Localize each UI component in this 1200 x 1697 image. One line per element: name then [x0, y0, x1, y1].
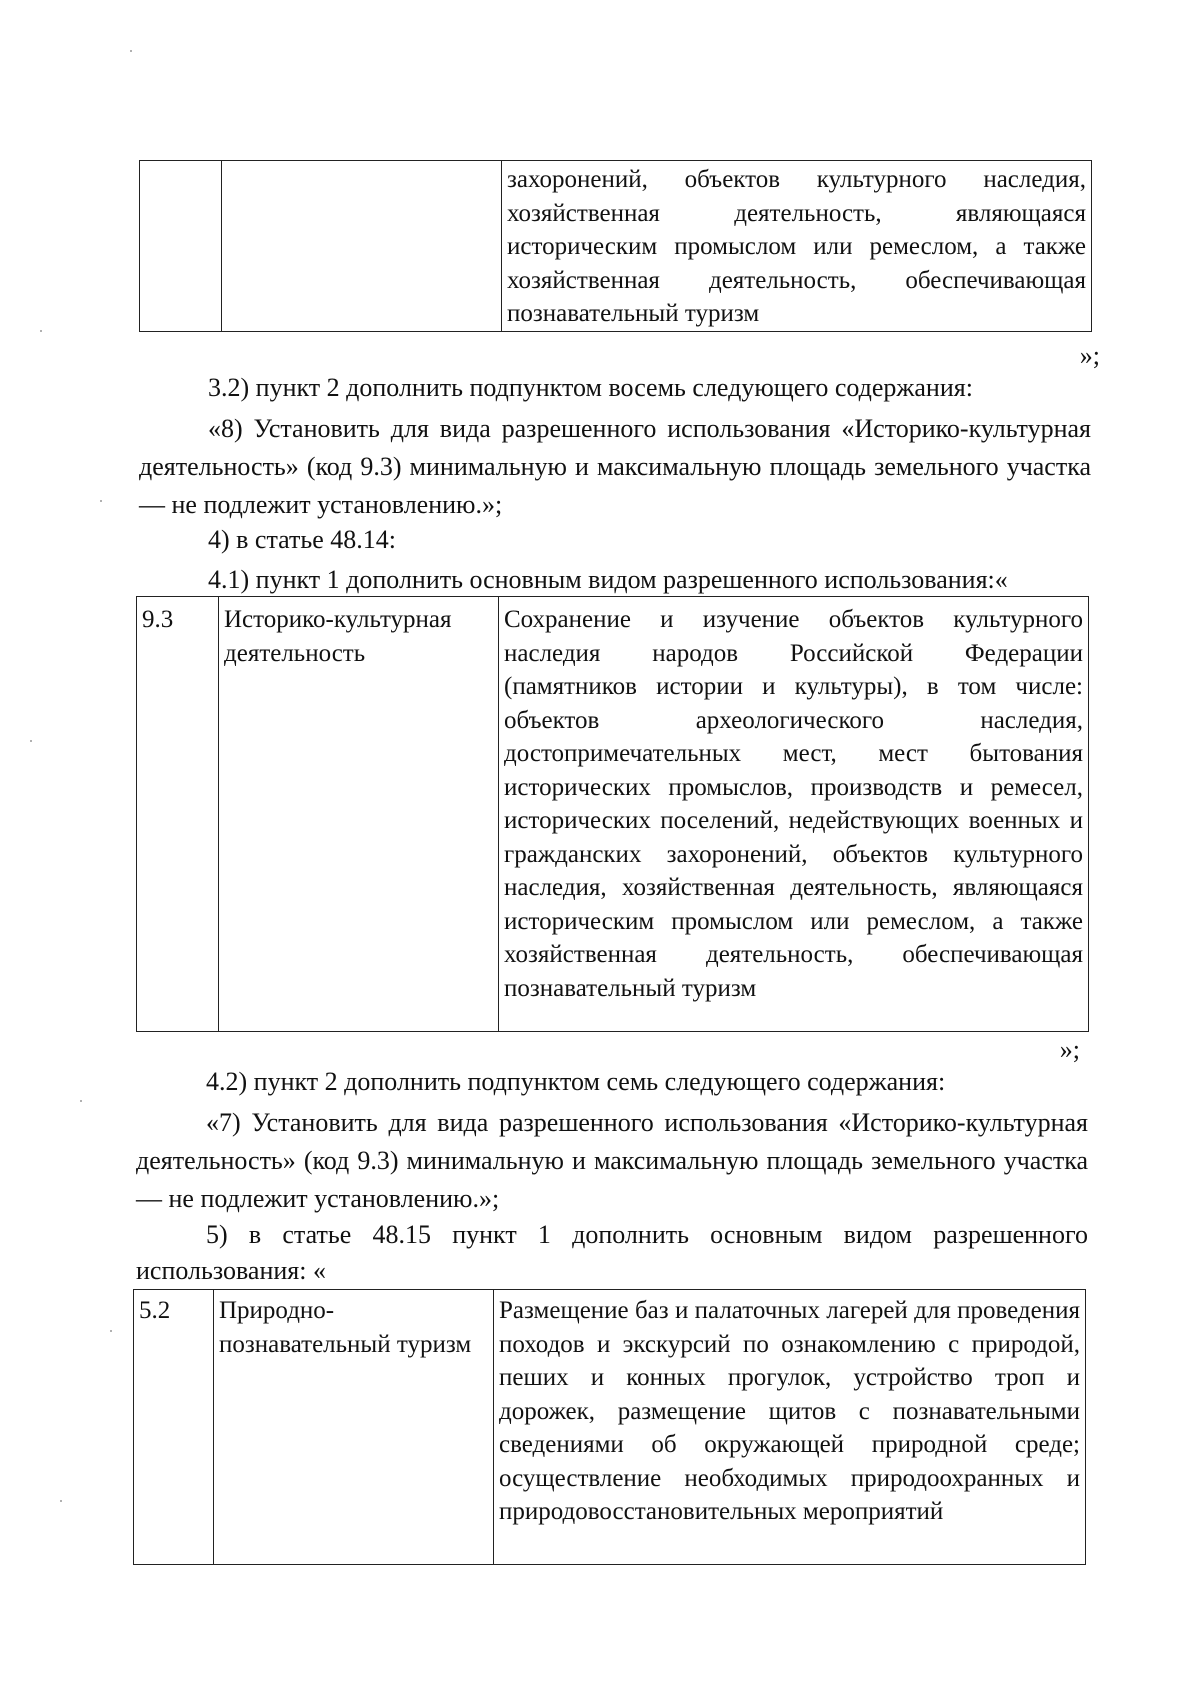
scan-speck [100, 500, 102, 502]
scan-speck [80, 1100, 82, 1102]
section-4-1-heading: 4.1) пункт 1 дополнить основным видом разрешенного использования:« [208, 565, 1008, 594]
scan-speck [110, 1330, 112, 1332]
code-cell: 5.2 [134, 1290, 214, 1565]
scan-speck [130, 50, 132, 52]
section-4-2-text: «7) Установить для вида разрешенного использования «Историко-культурная деятельность» (код 9.3) минимальную и максимальную площадь земельного участка — не подлежит установлению.»; [136, 1108, 1088, 1213]
land-use-table-continuation [139, 160, 1092, 332]
code-cell: 9.3 [137, 597, 219, 1032]
table-row [134, 1290, 1086, 1565]
section-3-2-heading: 3.2) пункт 2 дополнить подпунктом восемь следующего содержания: [208, 373, 973, 402]
code-cell [140, 161, 222, 332]
scan-speck [60, 1500, 62, 1502]
table-closing-quote: »; [1059, 1035, 1080, 1064]
section-4-2-heading: 4.2) пункт 2 дополнить подпунктом семь следующего содержания: [206, 1067, 946, 1096]
name-cell [222, 161, 502, 332]
description-cell: захоронений, объектов культурного наследия, хозяйственная деятельность, являющаяся историческим промыслом или ремеслом, а также хозяйственная деятельность, обеспечивающая познавательный туризм [502, 161, 1092, 332]
table-closing-quote: »; [1079, 341, 1100, 370]
section-5-text: 5) в статье 48.15 пункт 1 дополнить основным видом разрешенного использования: « [136, 1220, 1088, 1285]
name-cell: Историко-культурная деятельность [219, 597, 499, 1032]
section-4-heading: 4) в статье 48.14: [208, 525, 397, 554]
table-row [137, 597, 1089, 1032]
table-row [140, 161, 1092, 332]
land-use-table-5-2 [133, 1289, 1086, 1565]
land-use-table-9-3 [136, 596, 1089, 1032]
scan-speck [40, 330, 42, 332]
scan-speck [30, 740, 32, 742]
description-cell: Размещение баз и палаточных лагерей для проведения походов и экскурсий по ознакомлению с природой, пеших и конных прогулок, устройство троп и дорожек, размещение щитов с познавательными сведениями об окружающей природной среде; осуществление необходимых природоохранных и природовосстановительных мероприятий [494, 1290, 1086, 1565]
section-3-2-text: «8) Установить для вида разрешенного использования «Историко-культурная деятельность» (код 9.3) минимальную и максимальную площадь земельного участка — не подлежит установлению.»; [139, 414, 1091, 519]
name-cell: Природно-познавательный туризм [214, 1290, 494, 1565]
description-cell: Сохранение и изучение объектов культурного наследия народов Российской Федерации (памятников истории и культуры), в том числе: объектов археологического наследия, достопримечательных мест, мест бытования исторических промыслов, производств и ремесел, исторических поселений, недействующих военных и гражданских захоронений, объектов культурного наследия, хозяйственная деятельность, являющаяся историческим промыслом или ремеслом, а также хозяйственная деятельность, обеспечивающая познавательный туризм [499, 597, 1089, 1032]
